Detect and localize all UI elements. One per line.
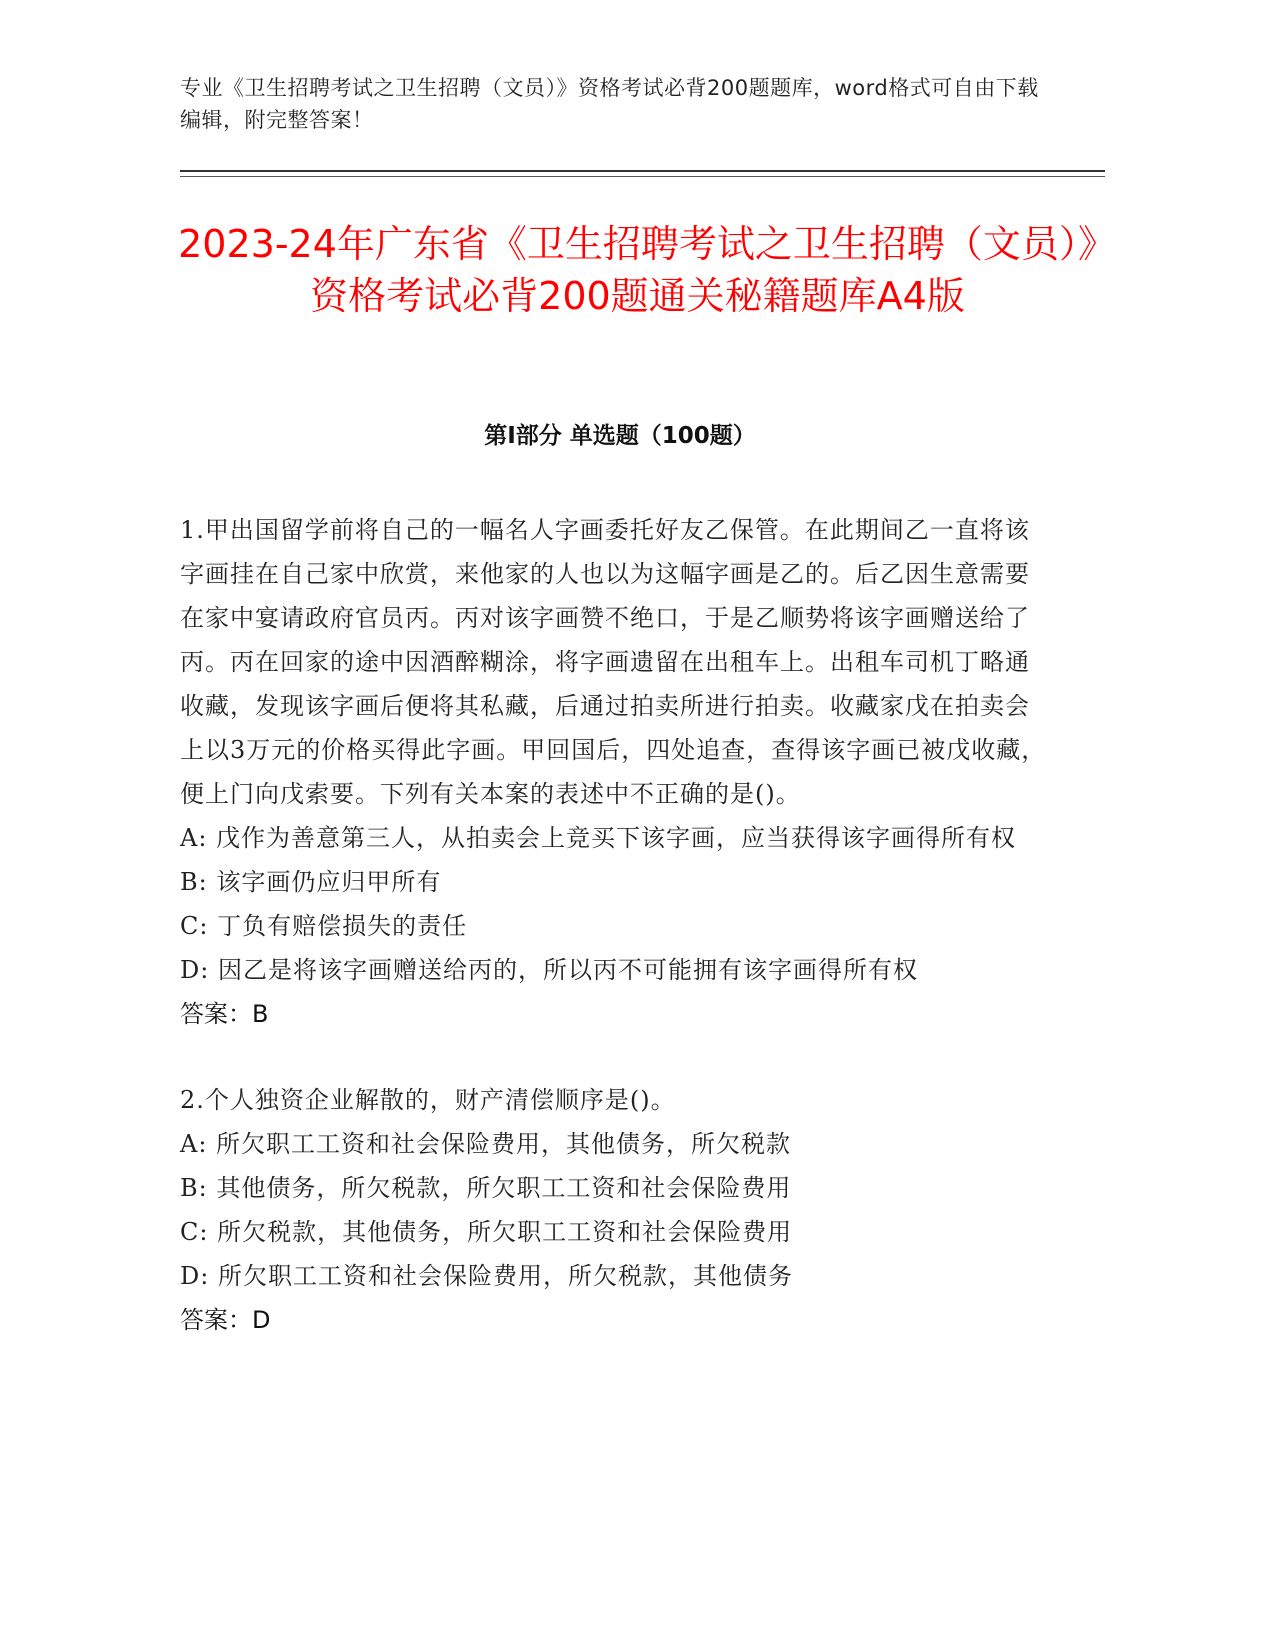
answer-line: 答案：D [180, 1306, 271, 1334]
option-c: C: 所欠税款，其他债务，所欠职工工资和社会保险费用 [180, 1218, 793, 1246]
option-a: A: 戊作为善意第三人，从拍卖会上竞买下该字画，应当获得该字画得所有权 [180, 824, 1017, 852]
section-heading: 第I部分 单选题（100题） [484, 423, 756, 449]
option-b: B: 其他债务，所欠税款，所欠职工工资和社会保险费用 [180, 1174, 792, 1202]
header-rule-thin [180, 176, 1105, 177]
header-rule-thick [180, 170, 1105, 172]
question-2 [180, 1078, 1050, 1342]
option-d: D: 因乙是将该字画赠送给丙的，所以丙不可能拥有该字画得所有权 [180, 956, 918, 984]
document-title: 2023-24年广东省《卫生招聘考试之卫生招聘（文员）》资格考试必背200题通关秘籍题库A4版 [178, 222, 1097, 318]
option-a: A: 所欠职工工资和社会保险费用，其他债务，所欠税款 [180, 1130, 792, 1158]
header-note: 专业《卫生招聘考试之卫生招聘（文员）》资格考试必背200题题库，word格式可自由下载编辑，附完整答案！ [180, 76, 1039, 132]
question-stem: 1.甲出国留学前将自己的一幅名人字画委托好友乙保管。在此期间乙一直将该字画挂在自己家中欣赏，来他家的人也以为这幅字画是乙的。后乙因生意需要在家中宴请政府官员丙。丙对该字画赞不绝口，于是乙顺势将该字画赠送给了丙。丙在回家的途中因酒醉糊涂，将字画遗留在出租车上。出租车司机丁略通收藏，发现该字画后便将其私藏，后通过拍卖所进行拍卖。收藏家戊在拍卖会上以3万元的价格买得此字画。甲回国后，四处追查，查得该字画已被戊收藏，便上门向戊索要。下列有关本案的表述中不正确的是()。 [180, 516, 1047, 808]
question-1 [180, 508, 1050, 1036]
option-b: B: 该字画仍应归甲所有 [180, 868, 442, 896]
question-list [180, 508, 1050, 1384]
option-c: C: 丁负有赔偿损失的责任 [180, 912, 468, 940]
option-d: D: 所欠职工工资和社会保险费用，所欠税款，其他债务 [180, 1262, 793, 1290]
question-stem: 2.个人独资企业解散的，财产清偿顺序是()。 [180, 1086, 676, 1114]
answer-line: 答案：B [180, 1000, 269, 1028]
